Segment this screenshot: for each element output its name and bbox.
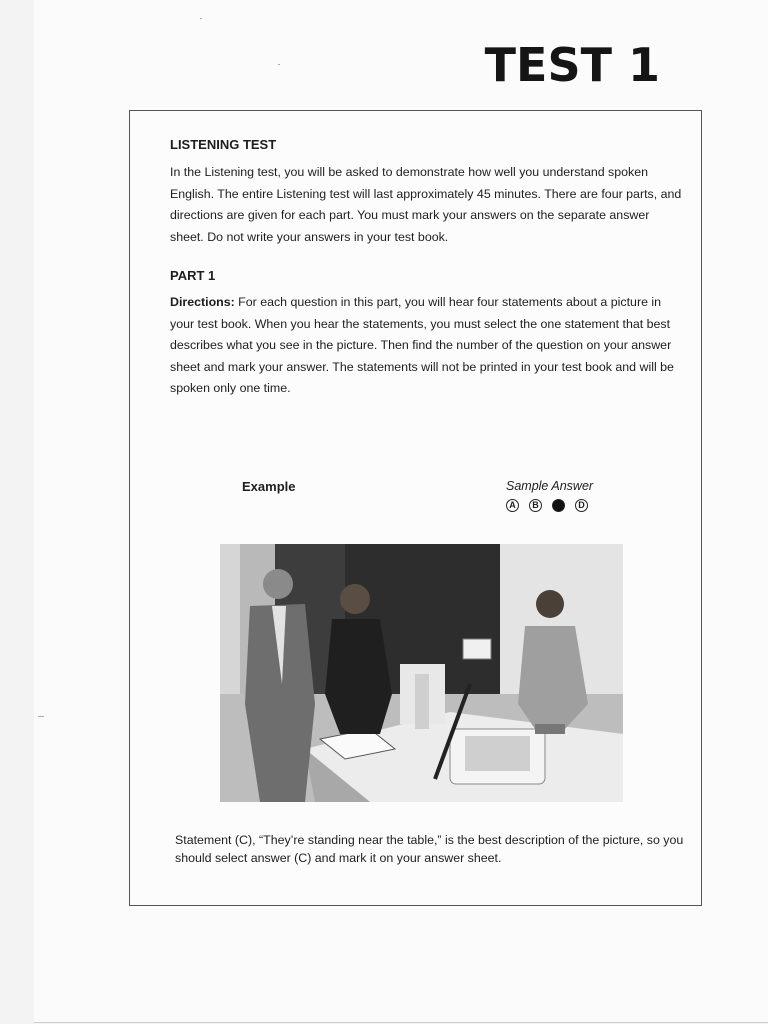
example-label: Example: [242, 479, 296, 494]
sample-answer-bubbles: [506, 499, 588, 512]
page-title: TEST 1: [484, 38, 660, 92]
page-speck: [278, 64, 280, 65]
part1-heading: PART 1: [170, 268, 216, 283]
answer-bubble-b: B: [529, 499, 542, 512]
example-photo-drawing: [220, 544, 623, 802]
part1-directions: [170, 292, 685, 400]
directions-box: [129, 110, 702, 906]
directions-text: For each question in this part, you will hear four statements about a picture in your test book. When you hear the statements, you must select the one statement that best describes what you see in the picture. Then find the number of the question on your answer sheet and mark your answer. The statements will not be printed in your test book and will be spoken only one time.: [170, 295, 674, 395]
answer-bubble-a: A: [506, 499, 519, 512]
sample-answer-label: Sample Answer: [506, 479, 594, 493]
listening-test-heading: LISTENING TEST: [170, 137, 277, 152]
directions-label: Directions:: [170, 295, 235, 309]
answer-bubble-c-selected: C: [552, 499, 565, 512]
test-page: [34, 0, 768, 1023]
example-statement: Statement (C), “They’re standing near the table,” is the best description of the picture, so you should select answer (C) and mark it on your answer sheet.: [175, 833, 684, 865]
listening-intro-text: In the Listening test, you will be asked to demonstrate how well you understand spoken English. The entire Listening test will last approximately 45 minutes. There are four parts, and directions are given for each part. You must mark your answers on the separate answer sheet. Do not write your answers in your test book.: [170, 165, 682, 244]
answer-bubble-d: D: [575, 499, 588, 512]
page-speck: [38, 716, 44, 717]
page-speck: [200, 18, 202, 19]
example-photo: [220, 544, 623, 802]
